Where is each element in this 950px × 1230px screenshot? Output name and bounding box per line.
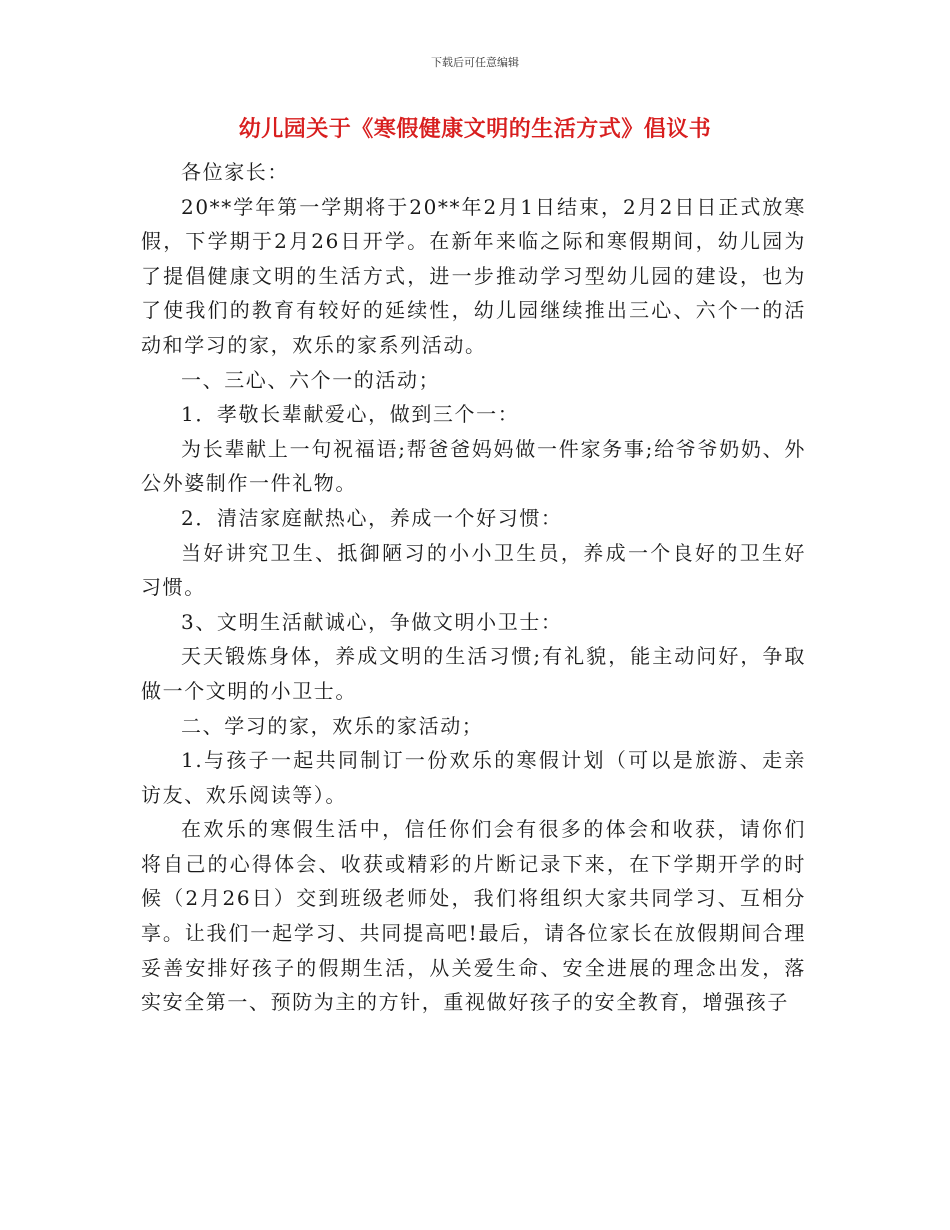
page-header-note: 下载后可任意编辑	[431, 56, 519, 69]
item-text-4: 1.与孩子一起共同制订一份欢乐的寒假计划（可以是旅游、走亲访友、欢乐阅读等）。	[141, 748, 806, 807]
item-heading-2: 2．清洁家庭献热心，养成一个好习惯：	[181, 505, 563, 530]
document-body	[141, 155, 806, 1020]
item-heading-3: 3、文明生活献诚心，争做文明小卫士：	[181, 609, 563, 634]
section-heading-2: 二、学习的家，欢乐的家活动；	[181, 713, 484, 738]
item-text-2: 当好讲究卫生、抵御陋习的小小卫生员，养成一个良好的卫生好习惯。	[141, 540, 806, 600]
item-text-3: 天天锻炼身体，养成文明的生活习惯;有礼貌，能主动问好，争取做一个文明的小卫士。	[141, 644, 806, 703]
paragraph-intro: 20**学年第一学期将于20**年2月1日结束，2月2日日正式放寒假，下学期于2月26日开学。在新年来临之际和寒假期间，幼儿园为了提倡健康文明的生活方式，进一步推动学习型幼儿园的建设，也为了使我们的教育有较好的延续性，幼儿园继续推出三心、六个一的活动和学习的家，欢乐的家系列活动。	[141, 194, 806, 357]
item-heading-1: 1．孝敬长辈献爱心，做到三个一：	[181, 402, 520, 427]
document-title: 幼儿园关于《寒假健康文明的生活方式》倡议书	[238, 117, 712, 142]
section-heading-1: 一、三心、六个一的活动；	[181, 367, 441, 392]
item-text-1: 为长辈献上一句祝福语;帮爸爸妈妈做一件家务事;给爷爷奶奶、外公外婆制作一件礼物。	[141, 436, 806, 496]
salutation: 各位家长：	[181, 160, 289, 184]
paragraph-closing: 在欢乐的寒假生活中，信任你们会有很多的体会和收获，请你们将自己的心得体会、收获或精彩的片断记录下来，在下学期开学的时候（2月26日）交到班级老师处，我们将组织大家共同学习、互相分享。让我们一起学习、共同提高吧!最后，请各位家长在放假期间合理妥善安排好孩子的假期生活，从关爱生命、安全进展的理念出发，落实安全第一、预防为主的方针，重视做好孩子的安全教育，增强孩子	[141, 817, 806, 1015]
